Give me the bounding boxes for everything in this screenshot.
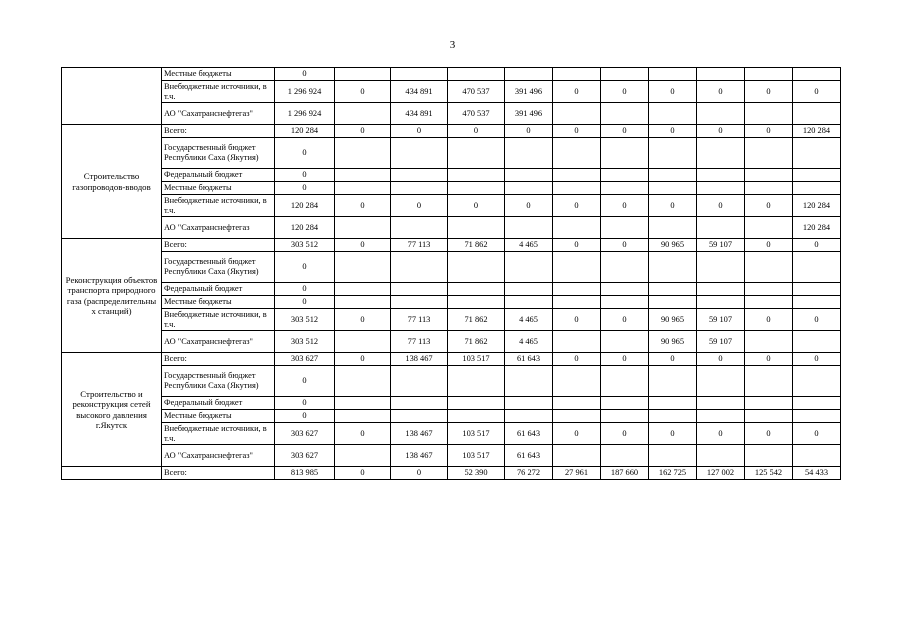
year-amount-cell	[745, 366, 793, 397]
year-amount-cell	[335, 103, 391, 125]
year-amount-cell	[448, 397, 505, 410]
year-amount-cell: 54 433	[793, 467, 841, 480]
year-amount-cell: 0	[697, 81, 745, 103]
year-amount-cell	[793, 68, 841, 81]
year-amount-cell	[649, 397, 697, 410]
year-amount-cell	[553, 296, 601, 309]
year-amount-cell: 59 107	[697, 239, 745, 252]
year-amount-cell	[553, 68, 601, 81]
year-amount-cell	[697, 410, 745, 423]
year-amount-cell: 127 002	[697, 467, 745, 480]
year-amount-cell	[391, 366, 448, 397]
year-amount-cell: 187 660	[601, 467, 649, 480]
year-amount-cell: 59 107	[697, 331, 745, 353]
funding-source-cell: Внебюджетные источники, в т.ч.	[162, 195, 275, 217]
table-row	[62, 410, 841, 423]
year-amount-cell	[391, 68, 448, 81]
year-amount-cell	[697, 397, 745, 410]
year-amount-cell: 0	[553, 239, 601, 252]
year-amount-cell	[553, 103, 601, 125]
year-amount-cell: 138 467	[391, 353, 448, 366]
year-amount-cell: 0	[793, 353, 841, 366]
year-amount-cell: 0	[601, 125, 649, 138]
year-amount-cell	[793, 410, 841, 423]
year-amount-cell	[505, 366, 553, 397]
year-amount-cell: 0	[697, 125, 745, 138]
year-amount-cell	[649, 217, 697, 239]
table-row	[62, 353, 841, 366]
year-amount-cell	[601, 283, 649, 296]
year-amount-cell	[505, 283, 553, 296]
year-amount-cell	[505, 410, 553, 423]
year-amount-cell	[448, 217, 505, 239]
year-amount-cell	[553, 397, 601, 410]
year-amount-cell	[335, 182, 391, 195]
budget-table	[61, 67, 841, 480]
year-amount-cell	[745, 252, 793, 283]
year-amount-cell	[649, 410, 697, 423]
year-amount-cell	[335, 283, 391, 296]
year-amount-cell: 0	[601, 239, 649, 252]
year-amount-cell: 52 390	[448, 467, 505, 480]
year-amount-cell: 0	[601, 81, 649, 103]
table-row	[62, 309, 841, 331]
year-amount-cell	[601, 445, 649, 467]
year-amount-cell	[335, 68, 391, 81]
funding-source-cell: Внебюджетные источники, в т.ч.	[162, 309, 275, 331]
year-amount-cell	[601, 103, 649, 125]
year-amount-cell	[505, 397, 553, 410]
year-amount-cell	[601, 410, 649, 423]
funding-source-cell: Местные бюджеты	[162, 68, 275, 81]
table-row	[62, 283, 841, 296]
table-row	[62, 366, 841, 397]
year-amount-cell: 0	[745, 81, 793, 103]
year-amount-cell	[745, 68, 793, 81]
year-amount-cell: 71 862	[448, 331, 505, 353]
year-amount-cell: 4 465	[505, 309, 553, 331]
year-amount-cell	[391, 138, 448, 169]
year-amount-cell	[697, 138, 745, 169]
year-amount-cell: 103 517	[448, 423, 505, 445]
year-amount-cell	[505, 138, 553, 169]
year-amount-cell	[601, 217, 649, 239]
year-amount-cell	[793, 182, 841, 195]
year-amount-cell: 434 891	[391, 103, 448, 125]
year-amount-cell: 470 537	[448, 103, 505, 125]
year-amount-cell: 0	[448, 125, 505, 138]
year-amount-cell: 0	[391, 467, 448, 480]
total-amount-cell: 1 296 924	[275, 81, 335, 103]
year-amount-cell	[745, 445, 793, 467]
table-row	[62, 239, 841, 252]
year-amount-cell	[391, 217, 448, 239]
year-amount-cell	[391, 283, 448, 296]
year-amount-cell	[793, 252, 841, 283]
year-amount-cell	[553, 169, 601, 182]
year-amount-cell	[448, 366, 505, 397]
year-amount-cell: 103 517	[448, 353, 505, 366]
year-amount-cell: 0	[745, 125, 793, 138]
funding-source-cell: АО "Сахатранснефтегаз	[162, 217, 275, 239]
total-amount-cell: 0	[275, 283, 335, 296]
year-amount-cell	[697, 169, 745, 182]
year-amount-cell: 71 862	[448, 239, 505, 252]
year-amount-cell	[745, 410, 793, 423]
total-amount-cell: 303 627	[275, 445, 335, 467]
year-amount-cell: 27 961	[553, 467, 601, 480]
funding-source-cell: Всего:	[162, 353, 275, 366]
year-amount-cell	[649, 138, 697, 169]
year-amount-cell: 61 643	[505, 353, 553, 366]
year-amount-cell: 0	[649, 125, 697, 138]
year-amount-cell	[601, 68, 649, 81]
table-row	[62, 138, 841, 169]
table-row	[62, 423, 841, 445]
total-amount-cell: 0	[275, 138, 335, 169]
year-amount-cell	[697, 252, 745, 283]
year-amount-cell: 0	[697, 423, 745, 445]
year-amount-cell	[391, 182, 448, 195]
year-amount-cell	[391, 296, 448, 309]
year-amount-cell	[745, 296, 793, 309]
year-amount-cell	[335, 397, 391, 410]
year-amount-cell	[697, 283, 745, 296]
year-amount-cell	[649, 366, 697, 397]
year-amount-cell	[649, 182, 697, 195]
table-row	[62, 331, 841, 353]
year-amount-cell	[391, 252, 448, 283]
year-amount-cell	[335, 296, 391, 309]
table-row	[62, 182, 841, 195]
year-amount-cell: 0	[553, 81, 601, 103]
year-amount-cell: 0	[793, 309, 841, 331]
year-amount-cell	[553, 366, 601, 397]
year-amount-cell	[335, 445, 391, 467]
year-amount-cell	[553, 283, 601, 296]
year-amount-cell: 4 465	[505, 331, 553, 353]
year-amount-cell: 0	[553, 195, 601, 217]
table-row	[62, 169, 841, 182]
year-amount-cell	[649, 103, 697, 125]
year-amount-cell	[745, 169, 793, 182]
year-amount-cell	[745, 217, 793, 239]
year-amount-cell: 0	[793, 239, 841, 252]
year-amount-cell: 162 725	[649, 467, 697, 480]
year-amount-cell	[448, 410, 505, 423]
year-amount-cell: 61 643	[505, 445, 553, 467]
year-amount-cell: 4 465	[505, 239, 553, 252]
year-amount-cell	[793, 366, 841, 397]
total-amount-cell: 303 512	[275, 331, 335, 353]
year-amount-cell	[793, 103, 841, 125]
year-amount-cell	[697, 445, 745, 467]
total-amount-cell: 303 512	[275, 239, 335, 252]
year-amount-cell: 120 284	[793, 195, 841, 217]
year-amount-cell	[335, 138, 391, 169]
year-amount-cell	[448, 296, 505, 309]
table-row	[62, 81, 841, 103]
year-amount-cell	[505, 217, 553, 239]
year-amount-cell: 0	[505, 125, 553, 138]
year-amount-cell	[335, 410, 391, 423]
funding-source-cell: Государственный бюджет Республики Саха (Якутия)	[162, 252, 275, 283]
year-amount-cell	[745, 182, 793, 195]
year-amount-cell: 90 965	[649, 239, 697, 252]
year-amount-cell	[793, 283, 841, 296]
funding-source-cell: Внебюджетные источники, в т.ч.	[162, 423, 275, 445]
year-amount-cell: 0	[601, 309, 649, 331]
year-amount-cell	[697, 217, 745, 239]
year-amount-cell: 61 643	[505, 423, 553, 445]
funding-source-cell: Федеральный бюджет	[162, 283, 275, 296]
funding-source-cell: Государственный бюджет Республики Саха (Якутия)	[162, 366, 275, 397]
year-amount-cell: 77 113	[391, 309, 448, 331]
year-amount-cell	[649, 252, 697, 283]
year-amount-cell: 470 537	[448, 81, 505, 103]
year-amount-cell: 0	[335, 81, 391, 103]
year-amount-cell: 391 496	[505, 103, 553, 125]
year-amount-cell: 0	[649, 195, 697, 217]
year-amount-cell	[505, 182, 553, 195]
total-amount-cell: 813 985	[275, 467, 335, 480]
total-amount-cell: 1 296 924	[275, 103, 335, 125]
table-row	[62, 467, 841, 480]
table-row	[62, 103, 841, 125]
year-amount-cell	[601, 169, 649, 182]
total-amount-cell: 0	[275, 296, 335, 309]
year-amount-cell: 0	[335, 239, 391, 252]
year-amount-cell: 0	[391, 195, 448, 217]
year-amount-cell: 125 542	[745, 467, 793, 480]
funding-source-cell: АО "Сахатранснефтегаз"	[162, 331, 275, 353]
table-row	[62, 445, 841, 467]
page-number: 3	[449, 39, 456, 51]
year-amount-cell	[745, 103, 793, 125]
year-amount-cell	[335, 252, 391, 283]
year-amount-cell	[649, 283, 697, 296]
total-amount-cell: 0	[275, 410, 335, 423]
year-amount-cell: 0	[697, 353, 745, 366]
year-amount-cell: 0	[335, 423, 391, 445]
year-amount-cell: 0	[793, 81, 841, 103]
year-amount-cell	[793, 445, 841, 467]
year-amount-cell	[553, 410, 601, 423]
table-row	[62, 68, 841, 81]
table-row	[62, 296, 841, 309]
year-amount-cell: 0	[649, 81, 697, 103]
measure-name-cell	[62, 467, 162, 480]
year-amount-cell	[697, 103, 745, 125]
year-amount-cell: 0	[553, 353, 601, 366]
year-amount-cell	[793, 169, 841, 182]
year-amount-cell	[553, 331, 601, 353]
funding-source-cell: Федеральный бюджет	[162, 169, 275, 182]
year-amount-cell	[391, 169, 448, 182]
year-amount-cell	[505, 296, 553, 309]
table-row	[62, 217, 841, 239]
funding-source-cell: Федеральный бюджет	[162, 397, 275, 410]
funding-source-cell: Местные бюджеты	[162, 296, 275, 309]
year-amount-cell	[505, 169, 553, 182]
year-amount-cell: 0	[553, 423, 601, 445]
year-amount-cell	[448, 169, 505, 182]
year-amount-cell	[793, 138, 841, 169]
year-amount-cell	[697, 182, 745, 195]
total-amount-cell: 0	[275, 397, 335, 410]
year-amount-cell	[793, 296, 841, 309]
total-amount-cell: 0	[275, 182, 335, 195]
year-amount-cell: 0	[448, 195, 505, 217]
year-amount-cell: 0	[745, 309, 793, 331]
year-amount-cell: 138 467	[391, 445, 448, 467]
table-row	[62, 252, 841, 283]
funding-source-cell: АО "Сахатранснефтегаз"	[162, 445, 275, 467]
table-row	[62, 195, 841, 217]
year-amount-cell: 0	[601, 353, 649, 366]
year-amount-cell	[391, 410, 448, 423]
year-amount-cell	[601, 182, 649, 195]
year-amount-cell: 0	[649, 423, 697, 445]
year-amount-cell	[505, 68, 553, 81]
total-amount-cell: 0	[275, 169, 335, 182]
total-amount-cell: 303 627	[275, 423, 335, 445]
funding-source-cell: Внебюджетные источники, в т.ч.	[162, 81, 275, 103]
year-amount-cell	[391, 397, 448, 410]
total-amount-cell: 120 284	[275, 195, 335, 217]
funding-source-cell: Всего:	[162, 467, 275, 480]
year-amount-cell	[448, 182, 505, 195]
year-amount-cell: 391 496	[505, 81, 553, 103]
measure-name-cell	[62, 68, 162, 125]
year-amount-cell	[793, 331, 841, 353]
year-amount-cell	[448, 252, 505, 283]
year-amount-cell: 0	[335, 353, 391, 366]
year-amount-cell: 0	[697, 195, 745, 217]
year-amount-cell	[601, 252, 649, 283]
table-row	[62, 125, 841, 138]
year-amount-cell: 0	[745, 353, 793, 366]
year-amount-cell	[697, 68, 745, 81]
year-amount-cell: 0	[601, 195, 649, 217]
year-amount-cell	[793, 397, 841, 410]
funding-source-cell: Местные бюджеты	[162, 410, 275, 423]
total-amount-cell: 0	[275, 252, 335, 283]
year-amount-cell: 76 272	[505, 467, 553, 480]
year-amount-cell: 90 965	[649, 309, 697, 331]
year-amount-cell	[745, 283, 793, 296]
year-amount-cell	[553, 445, 601, 467]
year-amount-cell: 138 467	[391, 423, 448, 445]
year-amount-cell	[697, 296, 745, 309]
year-amount-cell: 71 862	[448, 309, 505, 331]
year-amount-cell	[745, 397, 793, 410]
year-amount-cell: 0	[335, 467, 391, 480]
total-amount-cell: 120 284	[275, 217, 335, 239]
year-amount-cell	[553, 217, 601, 239]
year-amount-cell: 0	[505, 195, 553, 217]
year-amount-cell	[448, 283, 505, 296]
year-amount-cell	[553, 252, 601, 283]
year-amount-cell	[649, 68, 697, 81]
total-amount-cell: 303 627	[275, 353, 335, 366]
year-amount-cell: 0	[649, 353, 697, 366]
total-amount-cell: 0	[275, 366, 335, 397]
year-amount-cell	[448, 68, 505, 81]
funding-source-cell: АО "Сахатранснефтегаз"	[162, 103, 275, 125]
year-amount-cell: 0	[601, 423, 649, 445]
year-amount-cell: 434 891	[391, 81, 448, 103]
year-amount-cell	[505, 252, 553, 283]
year-amount-cell	[601, 296, 649, 309]
year-amount-cell	[601, 331, 649, 353]
year-amount-cell	[697, 366, 745, 397]
total-amount-cell: 0	[275, 68, 335, 81]
year-amount-cell: 77 113	[391, 331, 448, 353]
year-amount-cell	[335, 331, 391, 353]
year-amount-cell	[745, 138, 793, 169]
year-amount-cell: 0	[553, 309, 601, 331]
year-amount-cell: 90 965	[649, 331, 697, 353]
year-amount-cell: 0	[335, 309, 391, 331]
measure-name-cell: Строительство газопроводов-вводов	[62, 125, 162, 239]
funding-source-cell: Всего:	[162, 125, 275, 138]
year-amount-cell: 0	[745, 195, 793, 217]
year-amount-cell: 0	[391, 125, 448, 138]
year-amount-cell	[649, 296, 697, 309]
measure-name-cell: Реконструкция объектов транспорта природного газа (распределительны х станций)	[62, 239, 162, 353]
total-amount-cell: 303 512	[275, 309, 335, 331]
funding-source-cell: Государственный бюджет Республики Саха (Якутия)	[162, 138, 275, 169]
table-row	[62, 397, 841, 410]
total-amount-cell: 120 284	[275, 125, 335, 138]
year-amount-cell	[649, 445, 697, 467]
year-amount-cell	[601, 397, 649, 410]
year-amount-cell	[601, 138, 649, 169]
funding-source-cell: Всего:	[162, 239, 275, 252]
year-amount-cell: 103 517	[448, 445, 505, 467]
year-amount-cell: 0	[553, 125, 601, 138]
year-amount-cell	[335, 366, 391, 397]
year-amount-cell: 77 113	[391, 239, 448, 252]
year-amount-cell: 0	[745, 239, 793, 252]
year-amount-cell	[745, 331, 793, 353]
year-amount-cell: 0	[335, 125, 391, 138]
measure-name-cell: Строительство и реконструкция сетей высокого давления г.Якутск	[62, 353, 162, 467]
year-amount-cell: 0	[745, 423, 793, 445]
year-amount-cell	[601, 366, 649, 397]
funding-source-cell: Местные бюджеты	[162, 182, 275, 195]
year-amount-cell	[649, 169, 697, 182]
year-amount-cell	[553, 138, 601, 169]
year-amount-cell	[448, 138, 505, 169]
year-amount-cell: 120 284	[793, 125, 841, 138]
year-amount-cell	[553, 182, 601, 195]
year-amount-cell	[335, 169, 391, 182]
year-amount-cell: 59 107	[697, 309, 745, 331]
year-amount-cell	[335, 217, 391, 239]
year-amount-cell: 120 284	[793, 217, 841, 239]
year-amount-cell: 0	[793, 423, 841, 445]
year-amount-cell: 0	[335, 195, 391, 217]
